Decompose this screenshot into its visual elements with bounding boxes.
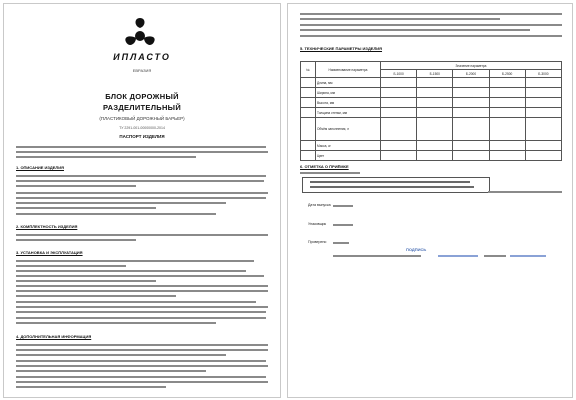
label-date: Дата выпуска: [308, 203, 331, 207]
text-line: [333, 224, 353, 226]
table-header-cell: №: [301, 62, 316, 78]
text-line: [16, 260, 254, 262]
table-row: [301, 88, 562, 98]
text-line: [16, 301, 256, 303]
signature-line: [510, 255, 546, 257]
text-line: [16, 317, 266, 319]
section-heading: 3. УСТАНОВКА И ЭКСПЛУАТАЦИЯ: [16, 250, 83, 255]
text-line: [16, 365, 268, 367]
text-line: [16, 376, 266, 378]
text-line: [16, 306, 268, 308]
text-line: [16, 202, 226, 204]
document-title-line1: БЛОК ДОРОЖНЫЙ: [105, 92, 179, 101]
label-control: Проверено: [308, 240, 327, 244]
text-line: [16, 354, 226, 356]
table-row: [301, 78, 562, 88]
text-line: [16, 180, 264, 182]
table-header-cell: Б-2000: [453, 70, 489, 78]
table-header-cell: Б-1500: [417, 70, 453, 78]
text-line: [16, 311, 266, 313]
document-title-line2: РАЗДЕЛИТЕЛЬНЫЙ: [102, 103, 182, 112]
text-line: [300, 35, 562, 37]
label-stamp: Упаковщик: [308, 222, 327, 226]
text-line: [16, 295, 176, 297]
text-line: [16, 290, 268, 292]
table-row: [301, 151, 562, 161]
text-line: [16, 370, 206, 372]
text-line: [300, 18, 500, 20]
right-page: [287, 3, 573, 398]
text-line: [16, 156, 196, 158]
table-cell: Длина, мм: [316, 78, 381, 88]
table-header-cell: Значение параметра: [381, 62, 562, 70]
text-line: [16, 207, 156, 209]
signature-label: ПОДПИСЬ: [406, 247, 427, 252]
text-line: [310, 186, 474, 188]
section-heading: 2. КОМПЛЕКТНОСТЬ ИЗДЕЛИЯ: [16, 224, 78, 229]
document-spec-code: ТУ 2291-001-00000000-2014: [119, 126, 165, 130]
text-line: [16, 360, 266, 362]
text-line: [16, 270, 246, 272]
text-line: [16, 175, 266, 177]
text-line: [16, 239, 136, 241]
signature-line: [333, 255, 421, 257]
text-line: [16, 275, 264, 277]
document-type: ПАСПОРТ ИЗДЕЛИЯ: [119, 134, 165, 139]
section-heading: 1. ОПИСАНИЕ ИЗДЕЛИЯ: [16, 165, 64, 170]
text-line: [16, 349, 268, 351]
text-line: [16, 213, 216, 215]
text-line: [16, 285, 268, 287]
text-line: [300, 24, 562, 26]
signature-line: [484, 255, 506, 257]
brand-name: ИПЛАСТО: [113, 52, 171, 62]
table-row: [301, 98, 562, 108]
text-line: [16, 197, 266, 199]
signature-line: [438, 255, 478, 257]
table-header-cell: Б-2500: [489, 70, 525, 78]
table-cell: Ширина, мм: [316, 88, 381, 98]
acceptance-box: [302, 177, 490, 193]
table-row: [301, 108, 562, 118]
text-line: [16, 185, 136, 187]
left-page: [3, 3, 281, 398]
text-line: [16, 151, 268, 153]
section-heading-specs: 5. ТЕХНИЧЕСКИЕ ПАРАМЕТРЫ ИЗДЕЛИЯ: [300, 46, 383, 51]
text-line: [16, 280, 156, 282]
text-line: [310, 181, 470, 183]
table-row: [301, 118, 562, 141]
text-line: [488, 191, 562, 193]
text-line: [16, 381, 268, 383]
text-line: [16, 192, 268, 194]
text-line: [300, 29, 530, 31]
table-cell: Высота, мм: [316, 98, 381, 108]
table-cell: Цвет: [316, 151, 381, 161]
text-line: [16, 344, 268, 346]
table-header-cell: Б-1000: [381, 70, 417, 78]
text-line: [16, 265, 126, 267]
table-header-cell: Б-3000: [525, 70, 561, 78]
section-heading: 4. ДОПОЛНИТЕЛЬНАЯ ИНФОРМАЦИЯ: [16, 334, 92, 339]
table-cell: Масса, кг: [316, 141, 381, 151]
brand-logo-icon: [122, 16, 158, 52]
text-line: [300, 172, 360, 174]
text-line: [16, 146, 266, 148]
table-header-cell: Наименование параметра: [316, 62, 381, 78]
table-cell: Объём заполнения, л: [316, 118, 381, 141]
text-line: [333, 242, 349, 244]
text-line: [16, 386, 166, 388]
text-line: [16, 234, 268, 236]
text-line: [333, 205, 353, 207]
text-line: [300, 13, 562, 15]
document-title-line3: (ПЛАСТИКОВЫЙ ДОРОЖНЫЙ БАРЬЕР): [99, 116, 185, 121]
specs-table: [300, 61, 562, 161]
table-cell: Толщина стенки, мм: [316, 108, 381, 118]
table-row: [301, 141, 562, 151]
brand-subtitle: ЕВРАЗИЯ: [132, 68, 152, 73]
section-heading-acceptance: 6. ОТМЕТКА О ПРИЁМКЕ: [300, 164, 349, 169]
text-line: [16, 322, 216, 324]
table-row: [301, 62, 562, 70]
